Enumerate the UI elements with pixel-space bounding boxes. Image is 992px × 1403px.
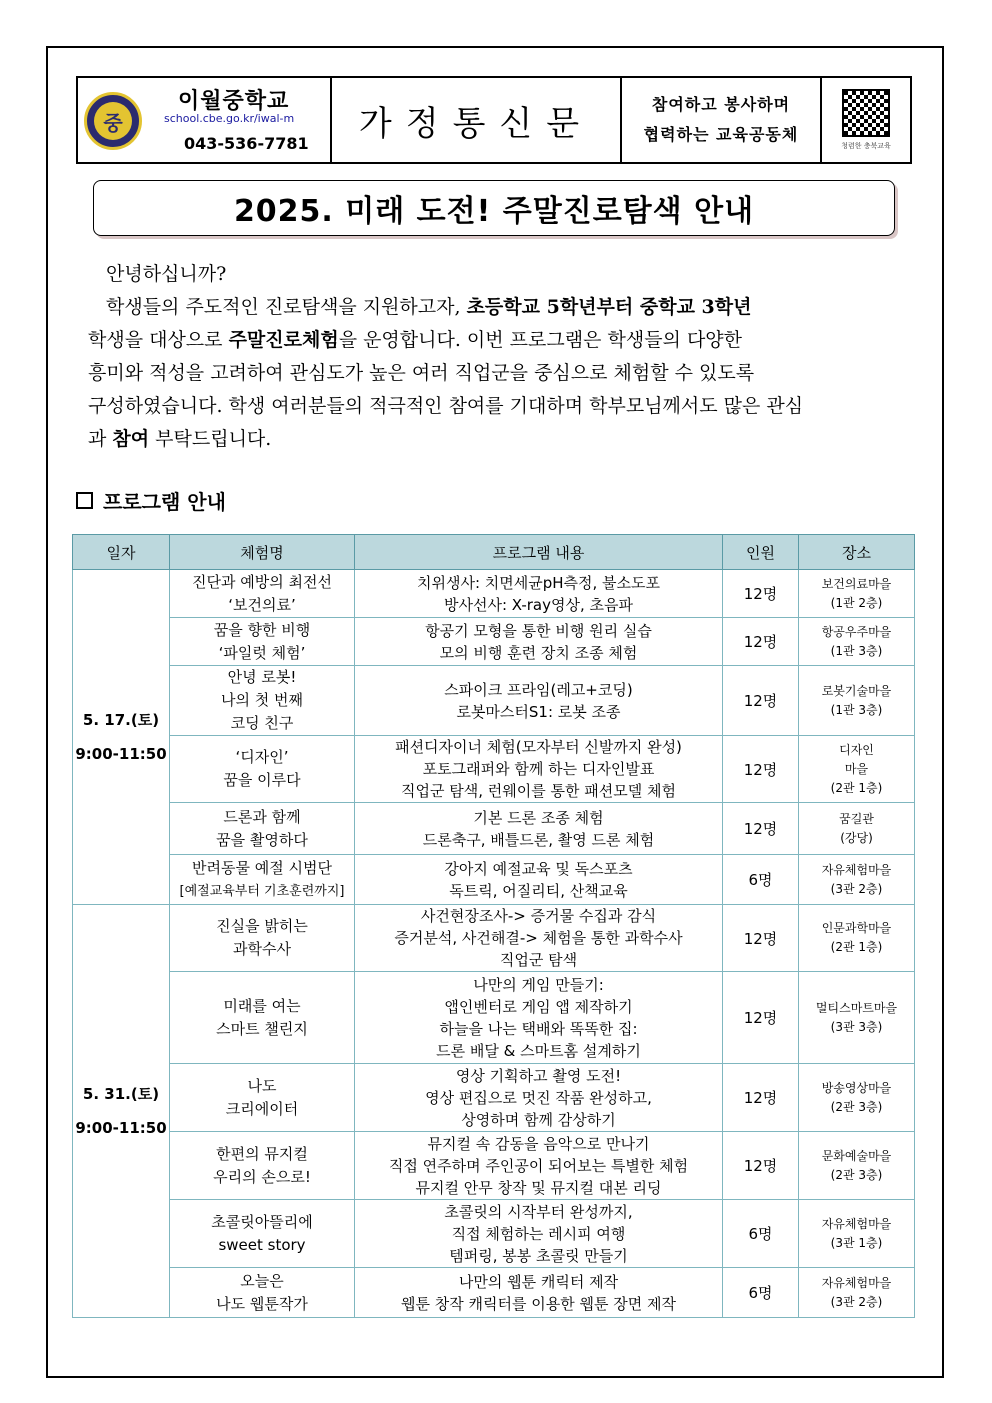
place-cell [799, 666, 915, 736]
place-line: 자유체험마을 [821, 862, 892, 877]
place-line: (3관 2층) [830, 881, 883, 896]
place-cell [799, 972, 915, 1064]
intro-line-2 [88, 324, 918, 357]
program-name-line: 나도 [247, 1076, 277, 1095]
qr-cell [822, 78, 910, 162]
capacity-cell: 12명 [723, 972, 799, 1064]
capacity-cell: 6명 [723, 855, 799, 905]
program-content-line: 드론축구, 배틀드론, 촬영 드론 체험 [422, 830, 655, 849]
place-line: (1관 2층) [830, 595, 883, 610]
program-content-cell [355, 905, 723, 972]
program-name-cell [170, 1200, 355, 1268]
program-content-cell [355, 1268, 723, 1318]
program-name-line: 스마트 챌린지 [216, 1019, 308, 1038]
place-line: (3관 3층) [830, 1019, 883, 1034]
session-date-cell [73, 905, 170, 1318]
col-header-place: 장소 [799, 535, 915, 570]
program-content-line: 증거분석, 사건해결-> 체험을 통한 과학수사 [394, 929, 683, 947]
paper-title: 가정통신문 [358, 103, 594, 144]
program-content-line: 직접 체험하는 레시피 여행 [451, 1224, 626, 1243]
table-header-row [73, 535, 915, 570]
intro-text [88, 258, 918, 456]
program-content-line: 패션디자이너 체험(모자부터 신발까지 완성) [395, 738, 682, 756]
intro-p2-bold: 주말진로체험 [228, 329, 339, 351]
place-cell [799, 736, 915, 803]
program-content-line: 로봇마스터S1: 로봇 조종 [456, 702, 621, 721]
program-name-line: 반려동물 예절 시범단 [192, 858, 332, 877]
program-name-line: 우리의 손으로! [213, 1167, 311, 1186]
program-name-cell [170, 972, 355, 1064]
program-name-line: 꿈을 향한 비행 [213, 620, 311, 639]
capacity-cell: 12명 [723, 736, 799, 803]
table-row [73, 666, 915, 736]
intro-p2b: 을 운영합니다. 이번 프로그램은 학생들의 다양한 [338, 329, 743, 351]
title-bar [93, 180, 895, 236]
program-content-line: 직업군 탐색 [499, 951, 578, 969]
table-row [73, 803, 915, 855]
program-name-line: 오늘은 [240, 1271, 284, 1290]
program-name-line: 진단과 예방의 최전선 [192, 572, 332, 591]
program-name-line: 과학수사 [233, 940, 291, 958]
place-line: 항공우주마을 [821, 624, 892, 639]
program-content-line: 웹툰 창작 캐릭터를 이용한 웹툰 장면 제작 [401, 1294, 676, 1313]
program-name-line: 한편의 뮤지컬 [216, 1144, 308, 1163]
place-cell [799, 1064, 915, 1132]
place-line: (3관 1층) [830, 1235, 883, 1250]
program-table [72, 534, 915, 1318]
program-name-cell [170, 736, 355, 803]
paper-title-cell [332, 78, 622, 162]
program-content-cell [355, 1200, 723, 1268]
place-cell [799, 570, 915, 618]
section-heading-text: 프로그램 안내 [103, 490, 226, 514]
col-header-name: 체험명 [170, 535, 355, 570]
program-content-line: 강아지 예절교육 및 독스포츠 [444, 859, 633, 878]
program-name-cell [170, 1268, 355, 1318]
program-name-line: 나의 첫 번째 [221, 691, 303, 709]
place-line: 멀티스마트마을 [815, 1000, 898, 1015]
capacity-cell: 12명 [723, 1132, 799, 1200]
program-content-cell [355, 855, 723, 905]
intro-line-3: 흥미와 적성을 고려하여 관심도가 높은 여러 직업군을 중심으로 체험할 수 있도록 [88, 362, 755, 384]
program-content-cell [355, 972, 723, 1064]
program-content-line: 상영하며 함께 감상하기 [461, 1110, 616, 1129]
program-name-cell [170, 803, 355, 855]
program-content-line: 템퍼링, 봉봉 초콜릿 만들기 [449, 1246, 628, 1265]
session-date: 5. 31.(토) [82, 1085, 160, 1103]
capacity-cell: 6명 [723, 1200, 799, 1268]
table-row [73, 1268, 915, 1318]
table-row [73, 736, 915, 803]
motto-cell [622, 78, 822, 162]
session-date: 5. 17.(토) [82, 711, 160, 729]
program-content-line: 영상 기획하고 촬영 도전! [455, 1066, 622, 1085]
program-name-line: ‘파일럿 체험’ [218, 643, 306, 662]
program-content-line: 직업군 탐색, 런웨이를 통한 패션모델 체험 [401, 782, 676, 800]
table-row [73, 905, 915, 972]
program-content-line: 방사선사: X-ray영상, 초음파 [444, 595, 633, 614]
intro-p1: 학생들의 주도적인 진로탐색을 지원하고자, [106, 296, 467, 318]
place-cell [799, 855, 915, 905]
section-heading [76, 486, 226, 515]
program-content-cell [355, 666, 723, 736]
program-content-line: 모의 비행 훈련 장치 조종 체험 [439, 643, 638, 662]
program-name-cell [170, 855, 355, 905]
place-line: 디자인 [839, 742, 874, 757]
program-content-line: 나만의 게임 만들기: [473, 975, 604, 994]
table-row [73, 570, 915, 618]
school-url[interactable]: school.cbe.go.kr/iwal-m [164, 112, 295, 125]
program-name-line: 꿈을 촬영하다 [216, 830, 308, 849]
program-content-cell [355, 1064, 723, 1132]
intro-line-1 [88, 291, 918, 324]
program-name-line: 코딩 친구 [230, 714, 294, 732]
table-row [73, 972, 915, 1064]
place-line: 문화예술마을 [821, 1148, 892, 1163]
place-cell [799, 905, 915, 972]
program-name-line: 꿈을 이루다 [223, 771, 301, 789]
program-content-line: 나만의 웹툰 캐릭터 제작 [458, 1272, 619, 1291]
place-line: 자유체험마을 [821, 1275, 892, 1290]
intro-p2a: 학생을 대상으로 [88, 329, 229, 351]
program-content-line: 사건현장조사-> 증거물 수집과 감식 [420, 907, 657, 925]
emblem-char: 중 [94, 102, 132, 140]
program-name-line: sweet story [218, 1235, 306, 1254]
session-time: 9:00-11:50 [75, 745, 167, 763]
place-line: 로봇기술마을 [821, 683, 892, 698]
program-content-cell [355, 618, 723, 666]
program-name-line: 나도 웹툰작가 [216, 1294, 308, 1313]
place-line: 보건의료마을 [821, 576, 892, 591]
place-line: 마을 [844, 761, 869, 776]
program-name-line: ‘보건의료’ [228, 595, 296, 614]
page-title: 2025. 미래 도전! 주말진로탐색 안내 [233, 194, 755, 229]
program-content-cell [355, 736, 723, 803]
table-body [73, 570, 915, 1318]
session-date-cell [73, 570, 170, 905]
program-name-line: 크리에이터 [225, 1099, 299, 1118]
intro-p1-bold: 초등학교 5학년부터 중학교 3학년 [466, 296, 752, 318]
place-line: 자유체험마을 [821, 1216, 892, 1231]
col-header-content: 프로그램 내용 [355, 535, 723, 570]
place-line: (2관 1층) [830, 940, 883, 954]
capacity-cell: 12명 [723, 618, 799, 666]
program-name-line: [예절교육부터 기초훈련까지] [179, 883, 345, 899]
school-info [78, 78, 332, 162]
program-content-line: 뮤지컬 속 감동을 음악으로 만나기 [427, 1134, 650, 1153]
place-line: (2관 3층) [830, 1167, 883, 1182]
program-content-line: 독트릭, 어질리티, 산책교육 [449, 881, 628, 900]
checkbox-icon [76, 492, 93, 509]
intro-greeting: 안녕하십니까? [106, 263, 227, 285]
program-name-line: 미래를 여는 [223, 996, 301, 1015]
intro-p5a: 과 [88, 428, 113, 450]
intro-line-4: 구성하였습니다. 학생 여러분들의 적극적인 참여를 기대하며 학부모님께서도 많은 관심 [88, 395, 804, 417]
place-line: (1관 3층) [830, 643, 883, 658]
table-row [73, 855, 915, 905]
program-content-line: 초콜릿의 시작부터 완성까지, [444, 1202, 633, 1221]
program-name-line: 진실을 밝히는 [216, 917, 308, 935]
session-time: 9:00-11:50 [75, 1119, 167, 1137]
program-content-line: 뮤지컬 안무 창작 및 뮤지컬 대본 리딩 [415, 1178, 662, 1197]
school-phone: 043-536-7781 [184, 134, 309, 153]
qr-caption: 청렴한 충북교육 [841, 142, 891, 150]
place-cell [799, 1268, 915, 1318]
place-line: (1관 3층) [830, 702, 883, 717]
motto-line-2: 협력하는 교육공동체 [643, 125, 799, 144]
program-name-line: ‘디자인’ [235, 748, 289, 766]
program-name-cell [170, 905, 355, 972]
program-name-line: 드론과 함께 [223, 807, 301, 826]
program-name-cell [170, 666, 355, 736]
program-content-cell [355, 803, 723, 855]
place-line: (2관 3층) [830, 1099, 883, 1114]
program-name-line: 초콜릿아뜰리에 [211, 1212, 313, 1231]
program-content-cell [355, 570, 723, 618]
program-content-line: 하늘을 나는 택배와 똑똑한 집: [439, 1019, 638, 1038]
place-line: 꿈길관 [839, 811, 874, 826]
table-row [73, 1200, 915, 1268]
place-line: (강당) [840, 830, 873, 845]
program-content-line: 영상 편집으로 멋진 작품 완성하고, [425, 1088, 652, 1107]
capacity-cell: 12명 [723, 666, 799, 736]
place-cell [799, 803, 915, 855]
program-content-line: 기본 드론 조종 체험 [473, 808, 604, 827]
intro-p5b: 부탁드립니다. [149, 428, 272, 450]
capacity-cell: 12명 [723, 803, 799, 855]
capacity-cell: 12명 [723, 570, 799, 618]
program-name-line: 안녕 로봇! [227, 668, 297, 686]
program-content-line: 직접 연주하며 주인공이 되어보는 특별한 체험 [388, 1156, 689, 1175]
program-name-cell [170, 1064, 355, 1132]
place-cell [799, 618, 915, 666]
col-header-date: 일자 [73, 535, 170, 570]
motto-line-1: 참여하고 봉사하며 [651, 95, 791, 114]
table-row [73, 618, 915, 666]
program-content-line: 앱인벤터로 게임 앱 제작하기 [444, 997, 633, 1016]
place-line: 방송영상마을 [821, 1080, 892, 1095]
place-line: 인문과학마을 [821, 921, 892, 935]
program-name-cell [170, 618, 355, 666]
school-name: 이월중학교 [178, 89, 290, 114]
place-cell [799, 1132, 915, 1200]
program-content-line: 포토그래퍼와 함께 하는 디자인발표 [422, 760, 655, 778]
qr-code-icon[interactable] [842, 89, 890, 137]
program-content-line: 항공기 모형을 통한 비행 원리 실습 [425, 621, 652, 640]
program-content-line: 스파이크 프라임(레고+코딩) [444, 680, 633, 699]
program-name-cell [170, 1132, 355, 1200]
capacity-cell: 12명 [723, 905, 799, 972]
col-header-capacity: 인원 [723, 535, 799, 570]
table-row [73, 1064, 915, 1132]
intro-line-5 [88, 423, 918, 456]
place-line: (2관 1층) [830, 780, 883, 795]
capacity-cell: 6명 [723, 1268, 799, 1318]
program-name-cell [170, 570, 355, 618]
intro-p5-bold: 참여 [112, 428, 150, 450]
program-content-cell [355, 1132, 723, 1200]
newsletter-header [76, 76, 912, 164]
table-row [73, 1132, 915, 1200]
place-cell [799, 1200, 915, 1268]
capacity-cell: 12명 [723, 1064, 799, 1132]
program-content-line: 치위생사: 치면세균pH측정, 불소도포 [416, 573, 661, 592]
school-emblem-icon [84, 92, 142, 150]
place-line: (3관 2층) [830, 1294, 883, 1309]
program-content-line: 드론 배달 & 스마트홈 설계하기 [436, 1041, 641, 1060]
